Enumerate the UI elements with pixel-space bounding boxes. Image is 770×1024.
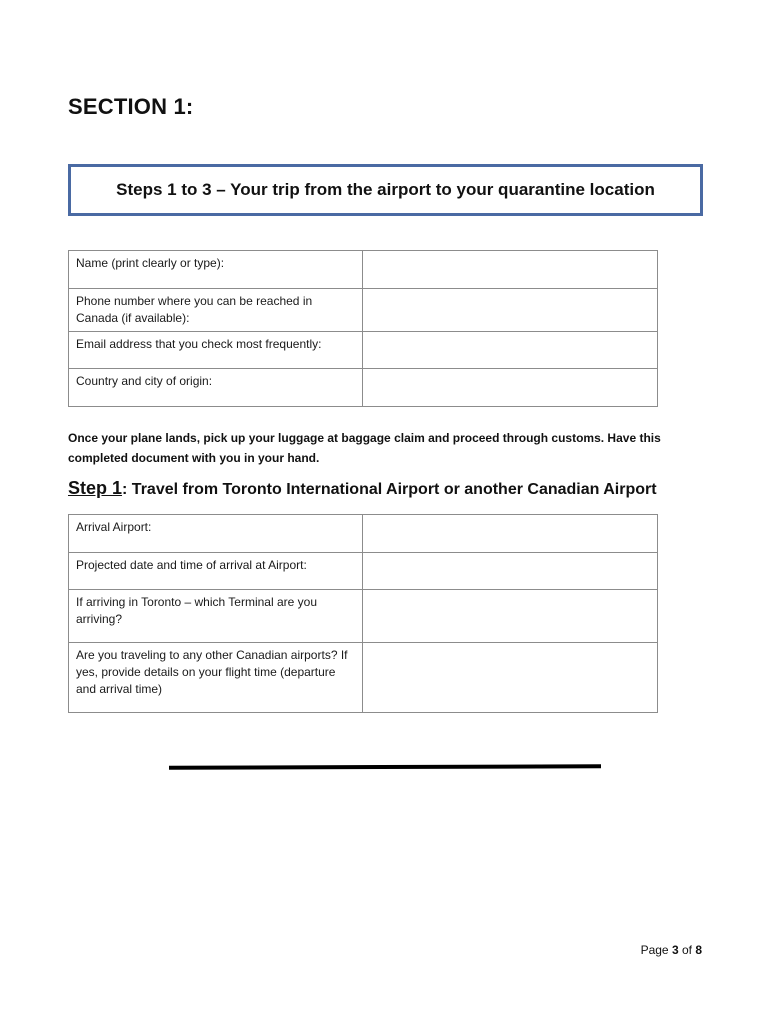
other-airports-field[interactable] [363,643,658,713]
arrival-airport-field[interactable] [363,515,658,553]
page-total: 8 [695,943,702,957]
page-prefix: Page [640,943,672,957]
name-label: Name (print clearly or type): [69,251,363,289]
terminal-field[interactable] [363,590,658,643]
table-row [69,643,658,713]
origin-field[interactable] [363,369,658,407]
name-field[interactable] [363,251,658,289]
arrival-datetime-label: Projected date and time of arrival at Airport: [69,553,363,590]
terminal-label: If arriving in Toronto – which Terminal are you arriving? [69,590,363,643]
phone-field[interactable] [363,288,658,331]
page-current: 3 [671,943,679,957]
page-number [641,943,702,957]
phone-label: Phone number where you can be reached in Canada (if available): [69,288,363,331]
origin-label: Country and city of origin: [69,369,363,407]
steps-banner: Steps 1 to 3 – Your trip from the airport to your quarantine location [68,164,703,216]
page-middle: of [678,943,696,957]
other-airports-label: Are you traveling to any other Canadian airports? If yes, provide details on your flight time (departure and arrival time) [69,643,363,713]
step1-title: : Travel from Toronto International Airport or another Canadian Airport [122,481,657,498]
table-row [69,553,658,590]
email-label: Email address that you check most frequently: [69,331,363,369]
step1-heading [68,478,708,499]
arrival-airport-label: Arrival Airport: [69,515,363,553]
email-field[interactable] [363,331,658,369]
trip-info-table [68,514,658,713]
personal-info-table [68,250,658,407]
table-row [69,590,658,643]
divider-line [169,764,601,770]
table-row [69,288,658,331]
table-row [69,331,658,369]
instructions-text: Once your plane lands, pick up your luggage at baggage claim and proceed through customs. Have this completed document with you in your hand. [68,431,661,465]
arrival-datetime-field[interactable] [363,553,658,590]
table-row [69,515,658,553]
section-title: SECTION 1: [68,94,194,119]
table-row [69,369,658,407]
step1-number: Step 1 [68,478,123,498]
table-row [69,251,658,289]
